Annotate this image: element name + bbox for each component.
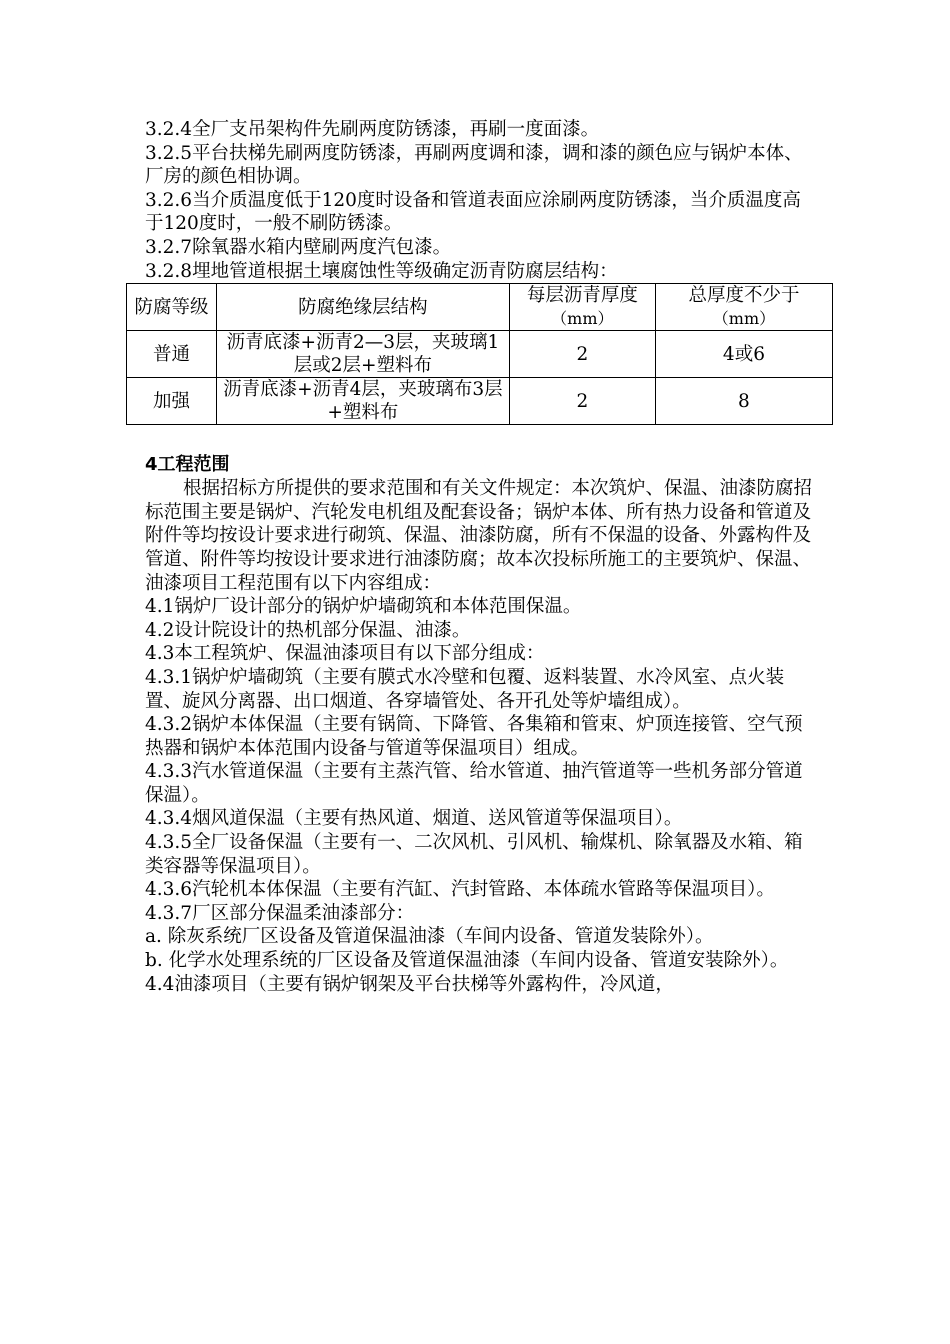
para-4-4: 4.4油漆项目（主要有锅炉钢架及平台扶梯等外露构件，冷风道， [145, 973, 674, 995]
table-row [127, 331, 833, 378]
table-header-row [127, 284, 833, 331]
para-4-3-7: 4.3.7厂区部分保温柔油漆部分： [145, 902, 415, 924]
cell-structure: 沥青底漆+沥青2—3层，夹玻璃1层或2层+塑料布 [216, 331, 509, 378]
header-grade: 防腐等级 [127, 284, 217, 331]
header-total [655, 284, 832, 331]
header-thickness-unit: （mm） [551, 309, 614, 329]
cell-grade: 普通 [127, 331, 217, 378]
para-4-3-1: 4.3.1锅炉炉墙砌筑（主要有膜式水冷壁和包覆、返料装置、水冷风室、点火装置、旋风分离器、出口烟道、各穿墙管处、各开孔处等炉墙组成）。 [145, 666, 785, 712]
para-4-1: 4.1锅炉厂设计部分的锅炉炉墙砌筑和本体范围保温。 [145, 596, 582, 618]
header-thickness-label: 每层沥青厚度 [526, 285, 638, 307]
section-heading: 4工程范围 [145, 454, 230, 476]
para-4-3-4: 4.3.4烟风道保温（主要有热风道、烟道、送风管道等保温项目）。 [145, 808, 683, 830]
list-item-a: a. 除灰系统厂区设备及管道保温油漆（车间内设备、管道发装除外）。 [145, 926, 714, 948]
anticorrosion-table [126, 283, 833, 425]
list-item-b: b. 化学水处理系统的厂区设备及管道保温油漆（车间内设备、管道安装除外）。 [145, 950, 789, 972]
para-3-2-4: 3.2.4全厂支吊架构件先刷两度防锈漆，再刷一度面漆。 [145, 119, 600, 140]
header-thickness [509, 284, 655, 331]
para-4-3: 4.3本工程筑炉、保温油漆项目有以下部分组成： [145, 643, 545, 665]
para-4-3-6: 4.3.6汽轮机本体保温（主要有汽缸、汽封管路、本体疏水管路等保温项目）。 [145, 879, 775, 901]
para-3-2-6: 3.2.6当介质温度低于120度时设备和管道表面应涂刷两度防锈漆，当介质温度高于120度时，一般不刷防锈漆。 [145, 189, 801, 235]
header-total-label: 总厚度不少于 [688, 285, 800, 307]
para-3-2-8: 3.2.8埋地管道根据土壤腐蚀性等级确定沥青防腐层结构： [145, 260, 618, 282]
cell-structure: 沥青底漆+沥青4层，夹玻璃布3层+塑料布 [216, 378, 509, 425]
para-4-3-2: 4.3.2锅炉本体保温（主要有锅筒、下降管、各集箱和管束、炉顶连接管、空气预热器和锅炉本体范围内设备与管道等保温项目）组成。 [145, 714, 803, 759]
cell-thickness: 2 [509, 378, 655, 425]
document-page [134, 118, 813, 996]
para-4-2: 4.2设计院设计的热机部分保温、油漆。 [145, 619, 471, 641]
para-4-3-3: 4.3.3汽水管道保温（主要有主蒸汽管、给水管道、抽汽管道等一些机务部分管道保温）。 [145, 761, 803, 806]
para-3-2-5: 3.2.5平台扶梯先刷两度防锈漆，再刷两度调和漆，调和漆的颜色应与锅炉本体、厂房的颜色相协调。 [145, 142, 803, 188]
header-structure: 防腐绝缘层结构 [216, 284, 509, 331]
table-row [127, 378, 833, 425]
header-total-unit: （mm） [712, 309, 776, 329]
cell-total: 8 [655, 378, 832, 425]
cell-grade: 加强 [127, 378, 217, 425]
intro-paragraph: 根据招标方所提供的要求范围和有关文件规定：本次筑炉、保温、油漆防腐招标范围主要是锅炉、汽轮发电机组及配套设备；锅炉本体、所有热力设备和管道及附件等均按设计要求进行砌筑、保温、油漆防腐，所有不保温的设备、外露构件及管道、附件等均按设计要求进行油漆防腐；故本次投标所施工的主要筑炉、保温、油漆项目工程范围有以下内容组成： [145, 478, 813, 594]
cell-total: 4或6 [655, 331, 832, 378]
para-3-2-7: 3.2.7除氧器水箱内壁刷两度汽包漆。 [145, 236, 452, 258]
cell-thickness: 2 [509, 331, 655, 378]
para-4-3-5: 4.3.5全厂设备保温（主要有一、二次风机、引风机、输煤机、除氧器及水箱、箱类容器等保温项目）。 [145, 832, 803, 877]
